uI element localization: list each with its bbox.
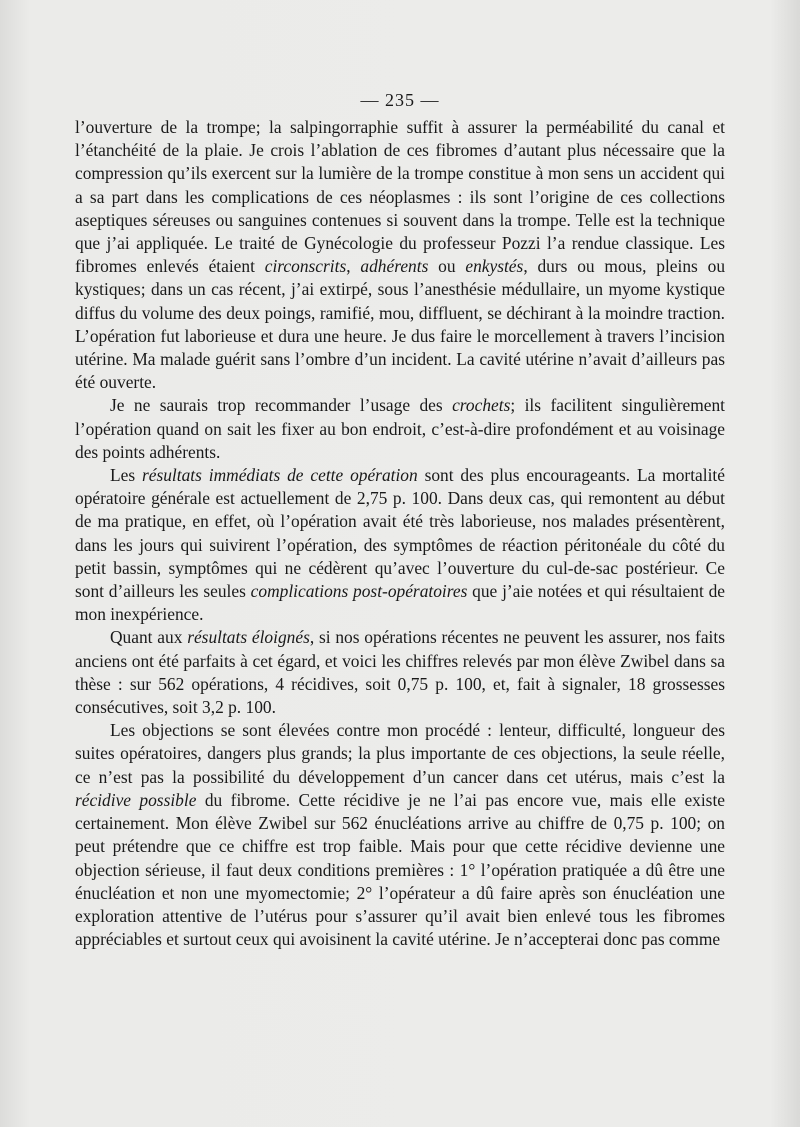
text-run: Je ne saurais trop recommander l’usage des [110,395,453,416]
paragraph [75,116,725,394]
text-run: ou [428,256,466,277]
paragraph [75,394,725,464]
text-run: du fibrome. Cette récidive je ne l’ai pas encore vue, mais elle existe certainement. Mon élève Zwibel sur 562 énucléations arrive au chiffre de 0,75 p. 100; on peut prétendre que ce chiffre est trop faible. Mais pour que cette récidive devienne une objection sérieuse, il faut deux conditions premières : 1° l’opération pratiquée a dû être une énucléation et non une myomectomie; 2° l’opérateur a dû faire après son énucléation une exploration attentive de l’utérus pour s’assurer qu’il avait bien enlevé tous les fibromes appréciables et surtout ceux qui avoisinent la cavité utérine. Je n’accepterai donc pas comme [75,789,726,950]
text-run: sont des plus encourageants. La mortalité opératoire générale est actuellement de 2,75 p. 100. Dans deux cas, qui remontent au début de ma pratique, en effet, où l’opération avait été très laborieuse, nos malades présentèrent, dans les jours qui suivirent l’opération, des symptômes de réaction péritonéale du côté du petit bassin, symptômes qui ne cédèrent qu’avec l’ouverture du cul-de-sac postérieur. Ce sont d’ailleurs les seules [75,465,725,602]
text-run: que j’aie notées et qui résultaient de mon inexpérience. [75,581,725,625]
italic-phrase: résultats éloignés [187,627,310,648]
text-run: ; ils facilitent singulièrement l’opération quand on sait les fixer au bon endroit, c’est-à-dire profondément et au voisinage des points adhérents. [75,395,725,462]
text-run: Les objections se sont élevées contre mon procédé : lenteur, difficulté, longueur des suites opératoires, dangers plus grands; la plus importante de ces objections, la seule réelle, ce n’est pas la possibilité du développement d’un cancer dans cet utérus, mais c’est la [75,720,725,787]
italic-phrase: complications post-opératoires [250,581,468,602]
page-number: — 235 — [360,90,440,110]
body-text [75,116,725,951]
italic-phrase: circonscrits [264,256,347,277]
italic-phrase: enkystés [465,256,524,277]
paragraph [75,719,725,951]
text-run: Quant aux [110,627,188,648]
text-run: l’ouverture de la trompe; la salpingorraphie suffit à assurer la perméabilité du canal et l’étanchéité de la plaie. Je crois l’ablation de ces fibromes d’autant plus nécessaire que la compression qu’ils exercent sur la lumière de la trompe constitue à mon sens un accident qui a sa part dans les complications de ces néoplasmes : ils sont l’origine de ces collections aseptiques séreuses ou sanguines contenues si souvent dans la trompe. Telle est la technique que j’ai appliquée. Le traité de Gynécologie du professeur Pozzi l’a rendue classique. Les fibromes enlevés étaient [75,117,725,277]
italic-phrase: résultats immédiats de cette opération [141,465,418,486]
paragraph [75,464,725,626]
italic-phrase: récidive possible [75,789,197,810]
italic-phrase: crochets [452,395,511,416]
italic-phrase: adhérents [360,256,429,277]
text-run: , si nos opérations récentes ne peuvent les assurer, nos faits anciens ont été parfaits à cet égard, et voici les chiffres relevés par mon élève Zwibel dans sa thèse : sur 562 opérations, 4 récidives, soit 0,75 p. 100, et, fait à signaler, 18 grossesses consécutives, soit 3,2 p. 100. [75,627,725,718]
text-run: , durs ou mous, pleins ou kystiques; dans un cas récent, j’ai extirpé, sous l’anesthésie médullaire, un myome kystique diffus du volume des deux poings, ramifié, mou, diffluent, se déchirant à la moindre traction. L’opération fut laborieuse et dura une heure. Je dus faire le morcellement à travers l’incision utérine. Ma malade guérit sans l’ombre d’un incident. La cavité utérine n’avait d’ailleurs pas été ouverte. [75,256,726,393]
paragraph [75,626,725,719]
text-run: Les [110,465,142,486]
text-run: , [346,256,361,277]
